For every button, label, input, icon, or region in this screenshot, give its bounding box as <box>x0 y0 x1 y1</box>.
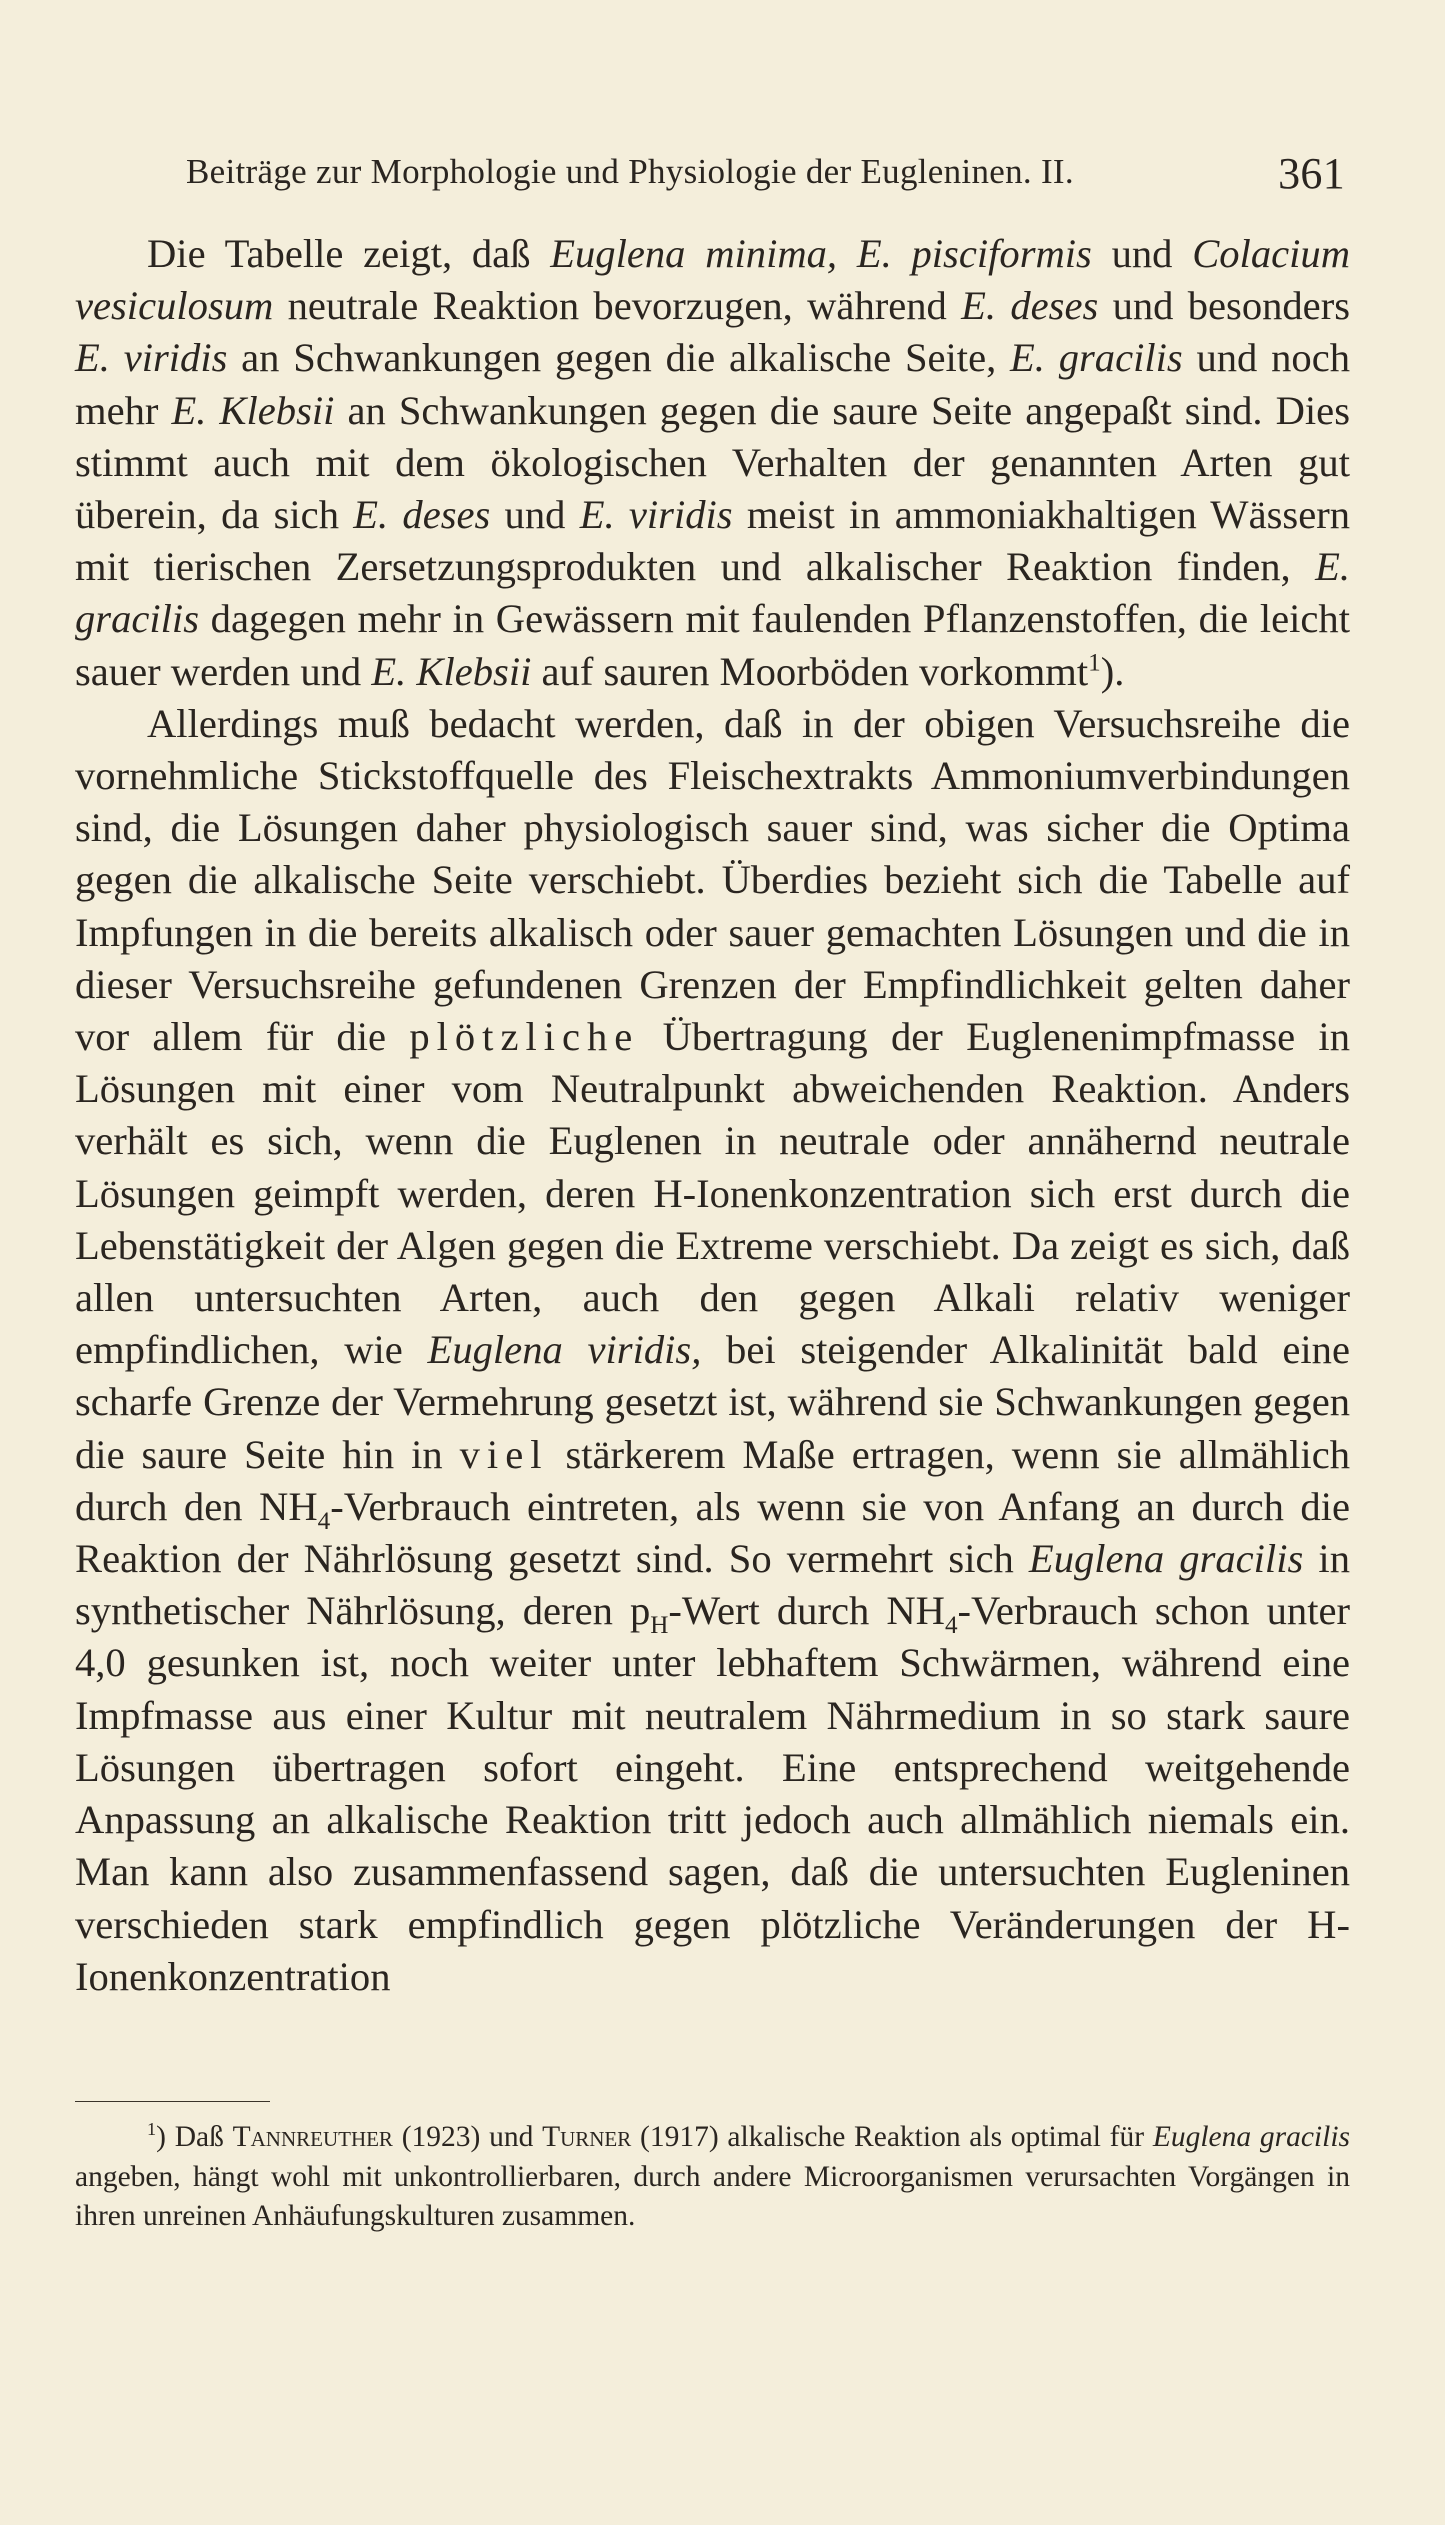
text-run: an Schwankungen gegen die alkalische Seite, <box>227 335 1010 381</box>
text-run: und <box>1091 231 1193 276</box>
species-name: Euglena gracilis <box>1028 1536 1304 1582</box>
subscript: 4 <box>944 1612 958 1640</box>
emphasis-spaced: plötzliche <box>409 1014 640 1060</box>
text-run: (1923) und <box>392 2121 543 2153</box>
text-run: in synthetischer Nährlösung, deren p <box>75 1536 1350 1634</box>
footnotes <box>75 2118 1350 2237</box>
subscript: 4 <box>317 1507 331 1535</box>
species-name: Colacium vesiculosum <box>75 231 1350 329</box>
text-run: und <box>490 492 580 538</box>
author-name: Tannreuther <box>232 2121 393 2153</box>
species-name: Euglena gracilis <box>1152 2121 1350 2153</box>
text-run: neutrale Reaktion bevorzugen, während <box>273 283 962 329</box>
footnote-divider <box>75 2101 270 2102</box>
text-run: Allerdings muß bedacht werden, daß in der obigen Versuchsreihe die vornehmliche Stickstoffquelle des Fleischextrakts Ammoniumverbindungen sind, die Lösungen daher physiologisch sauer sind, was sicher die Optima gegen die alkalische Seite verschiebt. Überdies bezieht sich die Tabelle auf Impfungen in die bereits alkalisch oder sauer gemachten Lösungen und die in dieser Versuchsreihe gefundenen Grenzen der Empfindlichkeit gelten daher vor allem für die <box>75 700 1350 1060</box>
species-name: E. gracilis <box>1010 335 1183 381</box>
footnote-1 <box>75 2118 1350 2237</box>
species-name: E. gracilis <box>75 544 1350 642</box>
text-run: angeben, hängt wohl mit unkontrollierbaren, durch andere Microorganismen verursachten Vorgängen in ihren unreinen Anhäufungskulturen zusammen. <box>75 2160 1350 2232</box>
text-run: bei steigender Alkalinität bald eine scharfe Grenze der Vermehrung gesetzt ist, während sie Schwankungen gegen die saure Seite hin in <box>75 1327 1350 1477</box>
text-run: Übertragung der Euglenenimpfmasse in Lösungen mit einer vom Neutralpunkt abweichenden Reaktion. Anders verhält es sich, wenn die Euglenen in neutrale oder annähernd neutrale Lösungen geimpft werden, deren H-Ionenkonzentration sich erst durch die Lebenstätigkeit der Algen gegen die Extreme verschiebt. Da zeigt es sich, daß allen untersuchten Arten, auch den gegen Alkali relativ weniger empfindlichen, wie <box>75 1014 1350 1373</box>
subscript: H <box>650 1612 669 1640</box>
species-name: E. Klebsii <box>371 648 532 694</box>
author-name: Turner <box>542 2121 632 2153</box>
footnote-reference: 1 <box>1088 649 1101 677</box>
species-name: E. Klebsii <box>171 387 335 433</box>
main-text <box>75 228 1350 2003</box>
paragraph-1 <box>75 228 1350 698</box>
text-run: Die Tabelle zeigt, daß <box>147 231 551 276</box>
emphasis-spaced: viel <box>459 1431 549 1477</box>
page-number: 361 <box>1278 149 1345 198</box>
text-run: (1917) alkalische Reaktion als optimal für <box>631 2121 1153 2153</box>
text-run: an Schwankungen gegen die saure Seite angepaßt sind. Dies stimmt auch mit dem ökologischen Verhalten der genannten Arten gut überein, da sich <box>75 387 1350 538</box>
text-run: meist in ammoniakhaltigen Wässern mit tierischen Zersetzungsprodukten und alkalischer Reaktion finden, <box>75 492 1351 590</box>
text-run: -Wert durch NH <box>668 1588 945 1634</box>
text-run: dagegen mehr in Gewässern mit faulenden Pflanzenstoffen, die leicht sauer werden und <box>75 596 1350 694</box>
running-header <box>186 148 1361 198</box>
running-title: Beiträge zur Morphologie und Physiologie der Eugleninen. II. <box>186 152 1074 191</box>
footnote-mark: 1 <box>147 2119 157 2140</box>
species-name: Euglena viridis, <box>427 1327 702 1373</box>
text-run: auf sauren Moorböden vorkommt <box>531 648 1089 694</box>
species-name: Euglena minima, E. pisciformis <box>550 231 1092 276</box>
text-run: und besonders <box>1098 283 1350 329</box>
species-name: E. deses <box>961 283 1099 329</box>
text-run: ). <box>1100 648 1125 694</box>
text-run: -Verbrauch eintreten, als wenn sie von Anfang an durch die Reaktion der Nährlösung gesetzt sind. So vermehrt sich <box>75 1483 1350 1582</box>
text-run: stärkerem Maße ertragen, wenn sie allmählich durch den NH <box>75 1431 1350 1529</box>
species-name: E. deses <box>353 492 491 538</box>
species-name: E. viridis <box>579 492 733 538</box>
text-run: ) Daß <box>156 2121 233 2153</box>
text-run: und noch mehr <box>75 335 1350 433</box>
text-run: -Verbrauch schon unter 4,0 gesunken ist, noch weiter unter lebhaftem Schwärmen, während eine Impfmasse aus einer Kultur mit neutralem Nährmedium in so stark saure Lösungen übertragen sofort eingeht. Eine entsprechend weitgehende Anpassung an alkalische Reaktion tritt jedoch auch allmählich niemals ein. Man kann also zusammenfassend sagen, daß die untersuchten Eugleninen verschieden stark empfindlich gegen plötzliche Veränderungen der H-Ionenkonzentration <box>75 1588 1350 1999</box>
species-name: E. viridis <box>75 335 228 381</box>
paragraph-2 <box>75 698 1350 2003</box>
